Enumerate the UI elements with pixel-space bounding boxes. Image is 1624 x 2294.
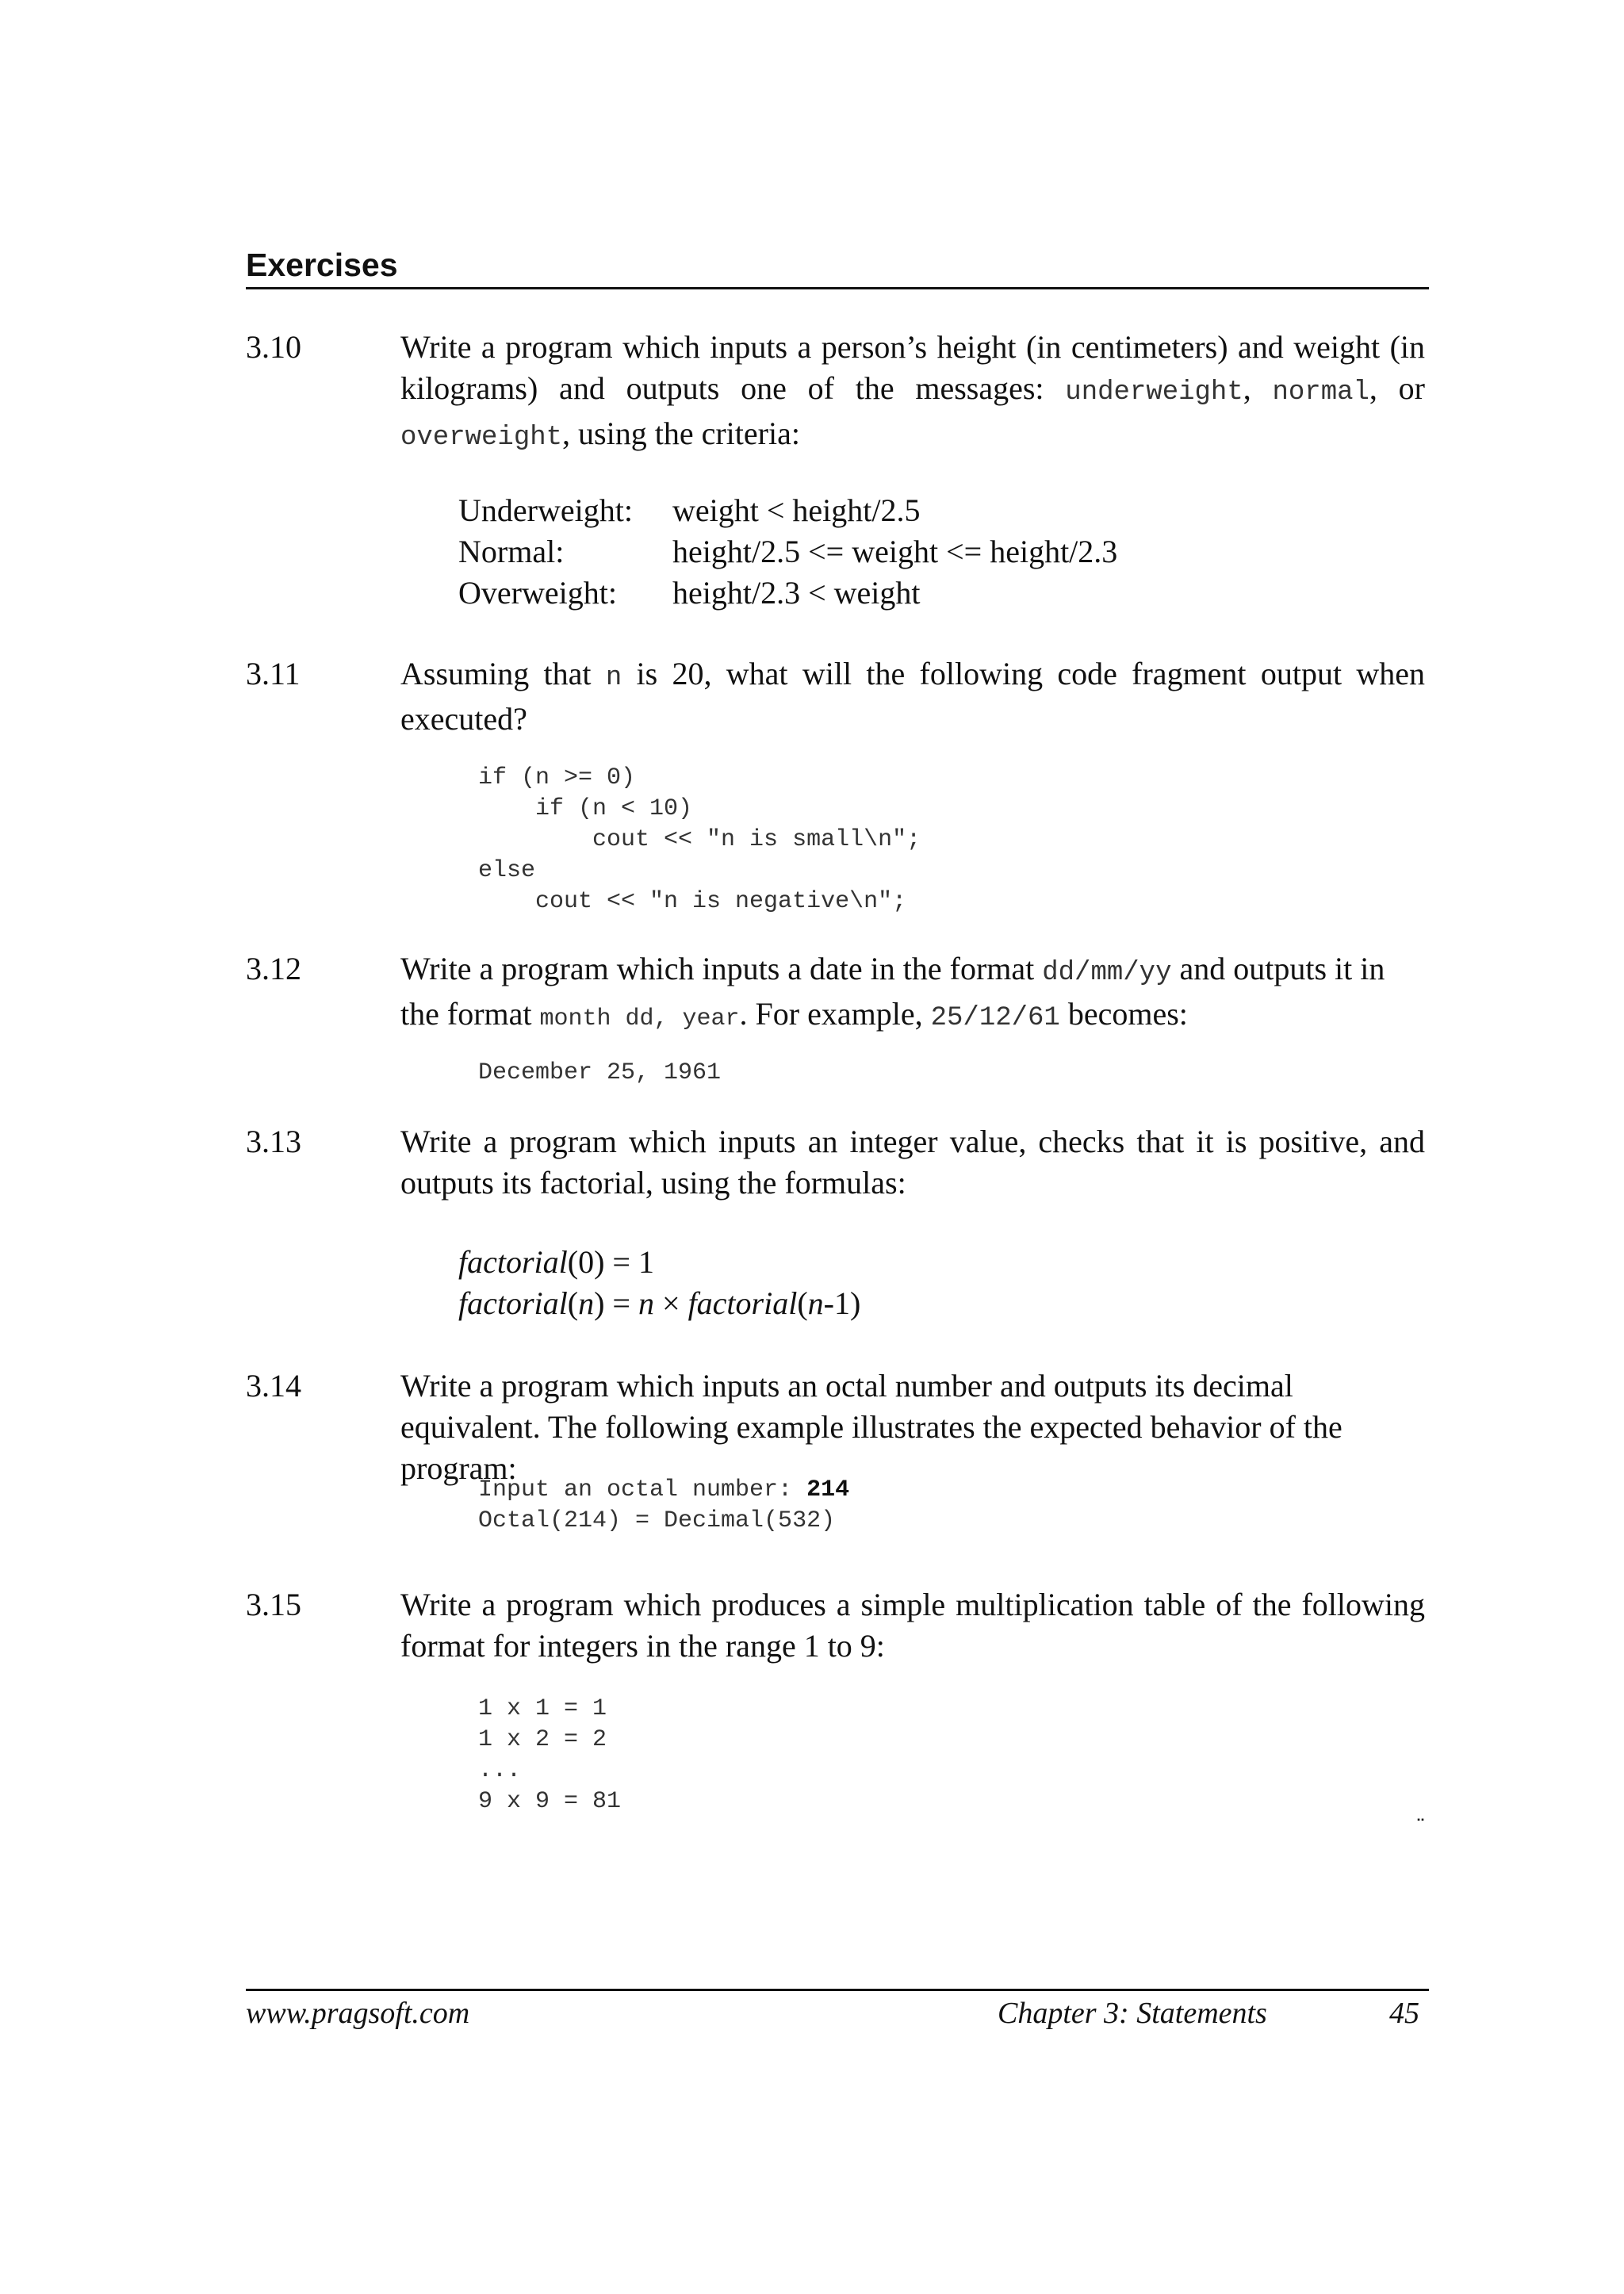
exercise-3-12-text-a: Write a program which inputs a date in the format <box>400 951 1043 986</box>
code-line: 1 x 2 = 2 <box>478 1726 607 1753</box>
factorial-formulas <box>458 1242 860 1324</box>
code-line: if (n >= 0) <box>478 764 636 791</box>
exercise-text-3-13: Write a program which inputs an integer value, checks that it is positive, and outputs its factorial, using the formulas: <box>400 1124 1425 1201</box>
code-block-3-11 <box>478 763 921 917</box>
code-line: 1 x 1 = 1 <box>478 1695 607 1722</box>
formula-part: -1) <box>823 1285 861 1321</box>
footer-chapter: Chapter 3: Statements <box>998 1997 1267 2030</box>
times-symbol: × <box>654 1285 688 1321</box>
exercise-number-3-10: 3.10 <box>246 329 301 365</box>
code-line: if (n < 10) <box>478 795 693 822</box>
criteria-label: Underweight: <box>458 492 633 528</box>
exercise-text-3-10 <box>400 327 1425 458</box>
exercise-text-3-12 <box>400 948 1425 1040</box>
end-of-section-mark: ¨ <box>1415 1816 1426 1840</box>
factorial-function: factorial <box>688 1285 798 1321</box>
formula-part: ( <box>797 1285 808 1321</box>
code-line: December 25, 1961 <box>478 1059 722 1086</box>
exercise-text-3-15: Write a program which produces a simple multiplication table of the following format for integers in the range 1 to 9: <box>400 1587 1425 1664</box>
code-date-format: dd/mm/yy <box>1042 958 1172 988</box>
exercise-text-3-11 <box>400 653 1425 740</box>
code-output-format: month dd, year <box>539 1005 740 1032</box>
code-block-3-15 <box>478 1694 621 1817</box>
exercise-3-10-text-b: , using the criteria: <box>562 416 800 451</box>
factorial-function: factorial <box>458 1244 568 1280</box>
exercise-number-3-12: 3.12 <box>246 951 301 986</box>
separator: , or <box>1369 370 1426 406</box>
exercise-number-3-11: 3.11 <box>246 656 301 691</box>
footer-website: www.pragsoft.com <box>246 1997 470 2030</box>
code-line: cout << "n is small\n"; <box>478 826 921 853</box>
factorial-function: factorial <box>458 1285 568 1321</box>
criteria-condition: height/2.3 < weight <box>672 575 921 611</box>
footer-rule <box>246 1989 1429 1991</box>
exercise-number-3-15: 3.15 <box>246 1587 301 1622</box>
variable-n: n <box>807 1285 824 1321</box>
page-heading: Exercises <box>246 247 398 283</box>
code-line <box>478 1475 849 1506</box>
exercise-3-11-text-a: Assuming that <box>400 656 606 691</box>
code-block-3-14 <box>478 1475 849 1537</box>
code-n: n <box>605 663 622 693</box>
formula-part: ( <box>567 1285 579 1321</box>
prompt-text: Input an octal number: <box>478 1476 807 1503</box>
code-line: else <box>478 857 536 884</box>
formula-part: (0) = 1 <box>567 1244 654 1280</box>
exercise-3-12-text-b: and outputs it in the format <box>400 951 1385 1032</box>
separator: , <box>1243 370 1273 406</box>
heading-rule <box>246 287 1429 289</box>
criteria-condition: height/2.5 <= weight <= height/2.3 <box>672 534 1118 569</box>
code-line: Octal(214) = Decimal(532) <box>478 1507 836 1534</box>
code-overweight: overweight <box>400 423 563 453</box>
variable-n: n <box>638 1285 654 1321</box>
exercise-text-3-14: Write a program which inputs an octal number and outputs its decimal equivalent. The following example illustrates the expected behavior of the program: <box>400 1368 1342 1486</box>
exercise-3-12-text-c: . For example, <box>739 996 931 1032</box>
code-date-example: 25/12/61 <box>930 1003 1060 1033</box>
criteria-label: Normal: <box>458 534 565 569</box>
exercise-number-3-14: 3.14 <box>246 1368 301 1404</box>
formula-part: ) = <box>594 1285 638 1321</box>
variable-n: n <box>578 1285 595 1321</box>
code-underweight: underweight <box>1065 377 1243 408</box>
exercise-3-10-text-a: Write a program which inputs a person’s height (in centimeters) and weight (in kilograms) and outputs one of the messages: <box>400 329 1425 406</box>
input-value: 214 <box>806 1476 850 1503</box>
code-normal: normal <box>1272 377 1369 408</box>
code-line: 9 x 9 = 81 <box>478 1788 622 1815</box>
exercise-number-3-13: 3.13 <box>246 1124 301 1159</box>
exercise-3-11-text-b: is 20, what will the following code fragment output when executed? <box>400 656 1426 737</box>
footer-page-number: 45 <box>1389 1997 1419 2030</box>
code-line: cout << "n is negative\n"; <box>478 888 907 915</box>
code-line: ... <box>478 1757 522 1784</box>
formula-line <box>458 1283 860 1324</box>
formula-line <box>458 1242 860 1283</box>
criteria-label: Overweight: <box>458 575 617 611</box>
code-block-3-12 <box>478 1058 721 1089</box>
criteria-condition: weight < height/2.5 <box>672 492 921 528</box>
exercise-3-12-text-d: becomes: <box>1059 996 1188 1032</box>
